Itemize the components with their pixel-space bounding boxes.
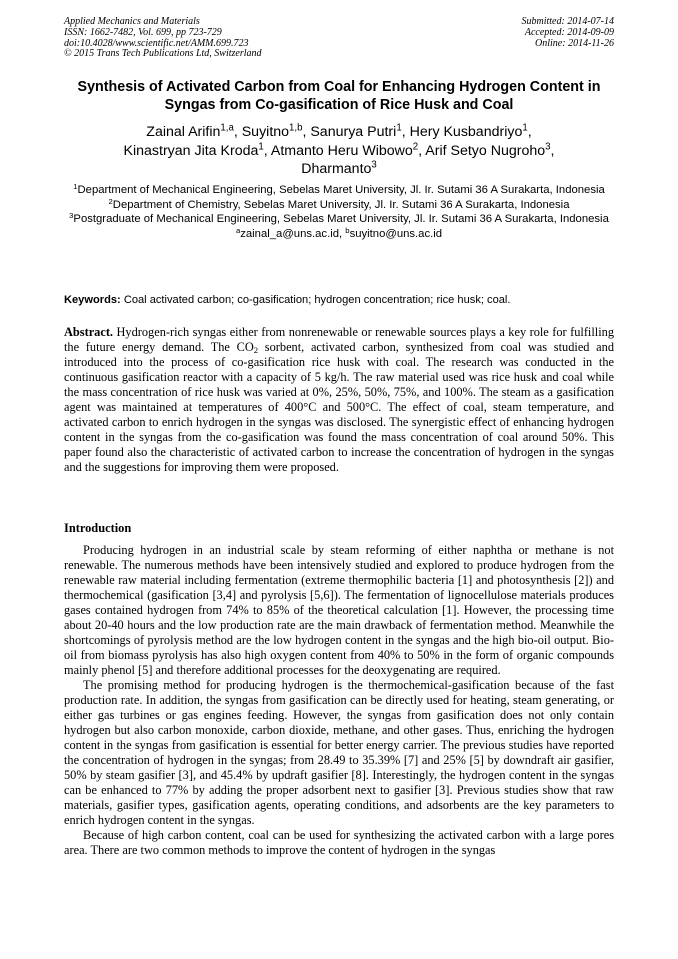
- paragraph: Because of high carbon content, coal can be used for synthesizing the activated carbon with a large pores area. There are two common methods to improve the content of hydrogen in the syngas: [64, 828, 614, 858]
- keywords: [64, 293, 614, 307]
- accepted-date: Accepted: 2014-09-09: [524, 26, 614, 38]
- affiliation: $^1$Department of Mechanical Engineering, Sebelas Maret University, Jl. Ir. Sutami 36 A Surakarta, Indonesia: [73, 181, 605, 196]
- journal-copyright: © 2015 Trans Tech Publications Ltd, Switzerland: [64, 48, 262, 60]
- email-link[interactable]: zainal_a@uns.ac.id: [240, 228, 339, 241]
- author: Sanurya Putri$^1$,: [310, 122, 410, 140]
- affiliation: $^2$Department of Chemistry, Sebelas Maret University, Jl. Ir. Sutami 36 A Surakarta, Indonesia: [108, 196, 570, 211]
- author: Zainal Arifin$^{1,a}$,: [146, 122, 242, 140]
- affiliation: $^3$Postgraduate of Mechanical Engineering, Sebelas Maret University, Jl. Ir. Sutami 36 A Surakarta, Indonesia: [69, 211, 609, 226]
- journal-issn: ISSN: 1662-7482, Vol. 699, pp 723-729: [64, 26, 222, 38]
- paragraph: The promising method for producing hydrogen is the thermochemical-gasification because of the fast production rate. In addition, the syngas from gasification can be directly used for heating, steam generating, or either gas turbines or gas engines feeding. However, the syngas from gasification does not only contain hydrogen but also carbon monoxide, carbon dioxide, methane, and other gases. Thus, enriching the hydrogen content in the syngas from gasification is essential for better energy carrier. The previous studies have reported the concentration of hydrogen in the syngas; from 28.49 to 35.39% [7] and 25% [5] by downdraft air gasifier, 50% by steam gasifier [3], and 45.4% by updraft gasifier [8]. Interestingly, the hydrogen content in the syngas can be enhanced to 77% by adding the proper adsorbent next to gasifier [3]. Previous studies show that raw materials, gasifier types, gasification agents, operating conditions, and adsorbents are the key parameters to enrich hydrogen content in the syngas.: [64, 678, 614, 828]
- introduction-body: [64, 543, 614, 858]
- affiliations: [64, 183, 614, 242]
- author: Hery Kusbandriyo$^1$,: [409, 122, 532, 140]
- author-emails: $^a$zainal_a@uns.ac.id, $^b$suyitno@uns.ac.id: [235, 225, 443, 241]
- journal-name: Applied Mechanics and Materials: [64, 16, 200, 27]
- author-list: [64, 123, 614, 179]
- abstract: Abstract. Hydrogen-rich syngas either from nonrenewable or renewable sources plays a key role for fulfilling the future energy demand. The $CO_2$ sorbent, activated carbon, synthesized from coal was studied and introduced into the process of co-gasification rice husk with coal. The research was conducted in the continuous gasification reactor with a capacity of 5 kg/h. The raw material used was rice husk and coal while the mass concentration of rice husk was varied at 0%, 25%, 50%, 75%, and 100%. The steam as a gasification agent was maintained at temperatures of 400°C and 500°C. The effect of coal, steam temperature, and activated carbon to enrich hydrogen in the syngas was disclosed. The synergistic effect of enhancing hydrogen content in the syngas from the co-gasification was found the mass concentration of coal around 50%. This paper found also the characteristic of activated carbon to increase the concentration of hydrogen in the syngas and the suggestions for improving them were proposed.: [64, 325, 615, 475]
- journal-info: [64, 17, 262, 60]
- online-date: Online: 2014-11-26: [535, 37, 614, 49]
- submitted-date: Submitted: 2014-07-14: [521, 16, 614, 27]
- paper-title: Synthesis of Activated Carbon from Coal for Enhancing Hydrogen Content in Syngas from Co-gasification of Rice Husk and Coal: [77, 79, 601, 113]
- paragraph: Producing hydrogen in an industrial scale by steam reforming of either naphtha or methane is not renewable. The numerous methods have been intensively studied and explored to produce hydrogen from the renewable raw material including fermentation (extreme thermophilic bacteria [1] and photosynthesis [2]) and thermochemical (gasification [3,4] and pyrolysis [5,6]). The fermentation of lignocellulose materials produces gases contained hydrogen from 74% to 85% of the theoretical calculation [1]. However, the processing time about 20-40 hours and the low production rate are the main drawback of fermentation method. Meanwhile the shortcomings of pyrolysis method are the low hydrogen content in the syngas and the high bio-oil output. Bio-oil from biomass pyrolysis has also high oxygen content from 40% to 50% in the form of organic compounds mainly phenol [5] and therefore additional processes for the deoxygenating are required.: [64, 543, 614, 678]
- keywords-text: Coal activated carbon; co-gasification; hydrogen concentration; rice husk; coal.: [123, 294, 511, 306]
- email-link[interactable]: suyitno@uns.ac.id: [349, 228, 443, 241]
- author: Dharmanto$^3$: [301, 159, 377, 177]
- author: Kinastryan Jita Kroda$^1$,: [123, 141, 271, 159]
- journal-doi: doi:10.4028/www.scientific.net/AMM.699.723: [64, 37, 249, 49]
- keywords-label: Keywords:: [64, 294, 121, 306]
- author: Suyitno$^{1,b}$,: [241, 122, 311, 140]
- author: Arif Setyo Nugroho$^3$,: [425, 141, 555, 159]
- submission-dates: [522, 17, 615, 49]
- section-heading: Introduction: [64, 521, 132, 535]
- author: Atmanto Heru Wibowo$^2$,: [270, 141, 426, 159]
- abstract-label: Abstract.: [64, 325, 114, 339]
